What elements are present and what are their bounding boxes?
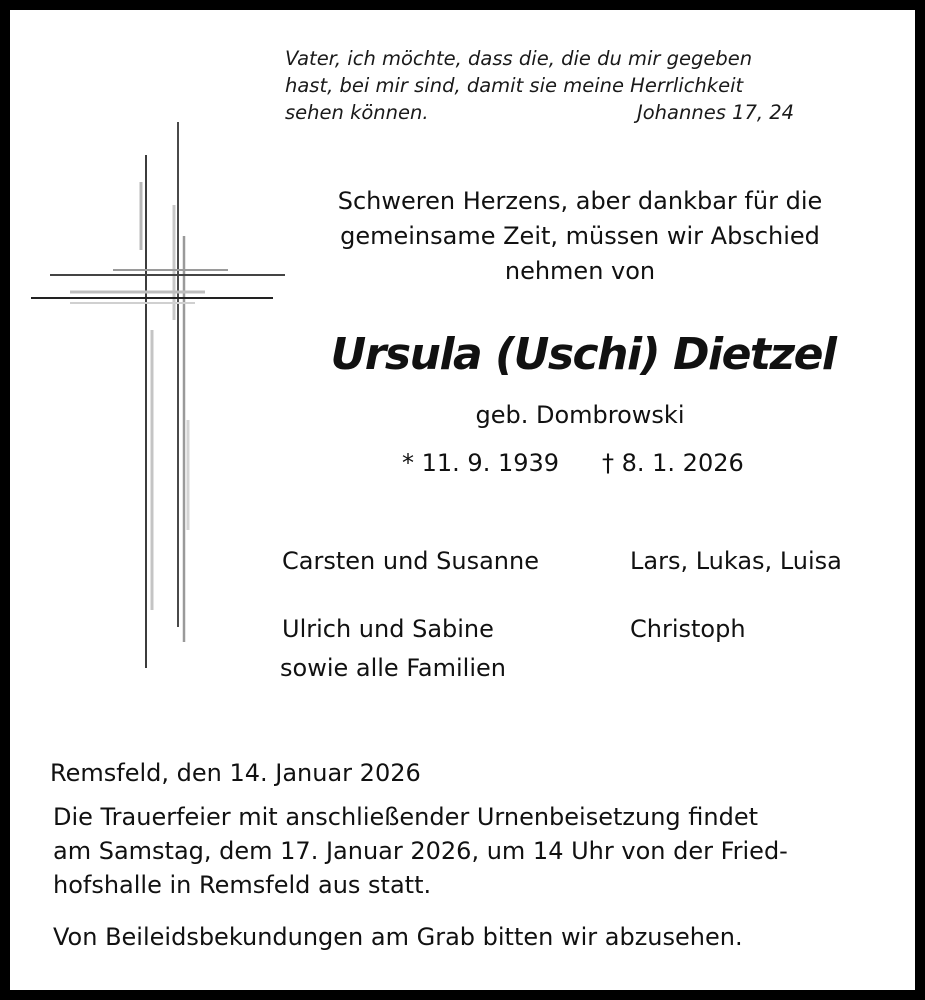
family-member: Ulrich und Sabine — [282, 615, 494, 643]
intro-line: gemeinsame Zeit, müssen wir Abschied — [340, 222, 820, 250]
family-member: Christoph — [630, 615, 746, 643]
obituary-notice — [10, 10, 915, 990]
ceremony-line: Die Trauerfeier mit anschließender Urnenbeisetzung findet — [53, 803, 759, 831]
verse-line: hast, bei mir sind, damit sie meine Herrlichkeit — [285, 74, 744, 97]
ceremony-line: hofshalle in Remsfeld aus statt. — [53, 871, 432, 899]
intro-line: nehmen von — [504, 257, 656, 285]
verse-reference: Johannes 17, 24 — [637, 101, 795, 124]
cross-icon — [10, 10, 310, 690]
family-member: Carsten und Susanne — [282, 547, 539, 575]
family-member: Lars, Lukas, Luisa — [630, 547, 842, 575]
condolence-note: Von Beileidsbekundungen am Grab bitten wir abzusehen. — [53, 923, 743, 951]
place-date: Remsfeld, den 14. Januar 2026 — [50, 759, 421, 787]
intro-text — [280, 184, 880, 289]
death-date: † 8. 1. 2026 — [602, 449, 744, 477]
birth-date: * 11. 9. 1939 — [402, 449, 560, 477]
birth-name: geb. Dombrowski — [475, 401, 685, 429]
family-member: sowie alle Familien — [280, 654, 506, 682]
intro-line: Schweren Herzens, aber dankbar für die — [337, 187, 823, 215]
ceremony-info — [53, 800, 788, 902]
bible-verse — [285, 45, 795, 126]
verse-line: sehen können. — [285, 101, 429, 124]
ceremony-line: am Samstag, dem 17. Januar 2026, um 14 Uhr von der Fried- — [53, 837, 788, 865]
verse-line: Vater, ich möchte, dass die, die du mir gegeben — [285, 47, 753, 70]
deceased-name: Ursula (Uschi) Dietzel — [330, 329, 836, 380]
